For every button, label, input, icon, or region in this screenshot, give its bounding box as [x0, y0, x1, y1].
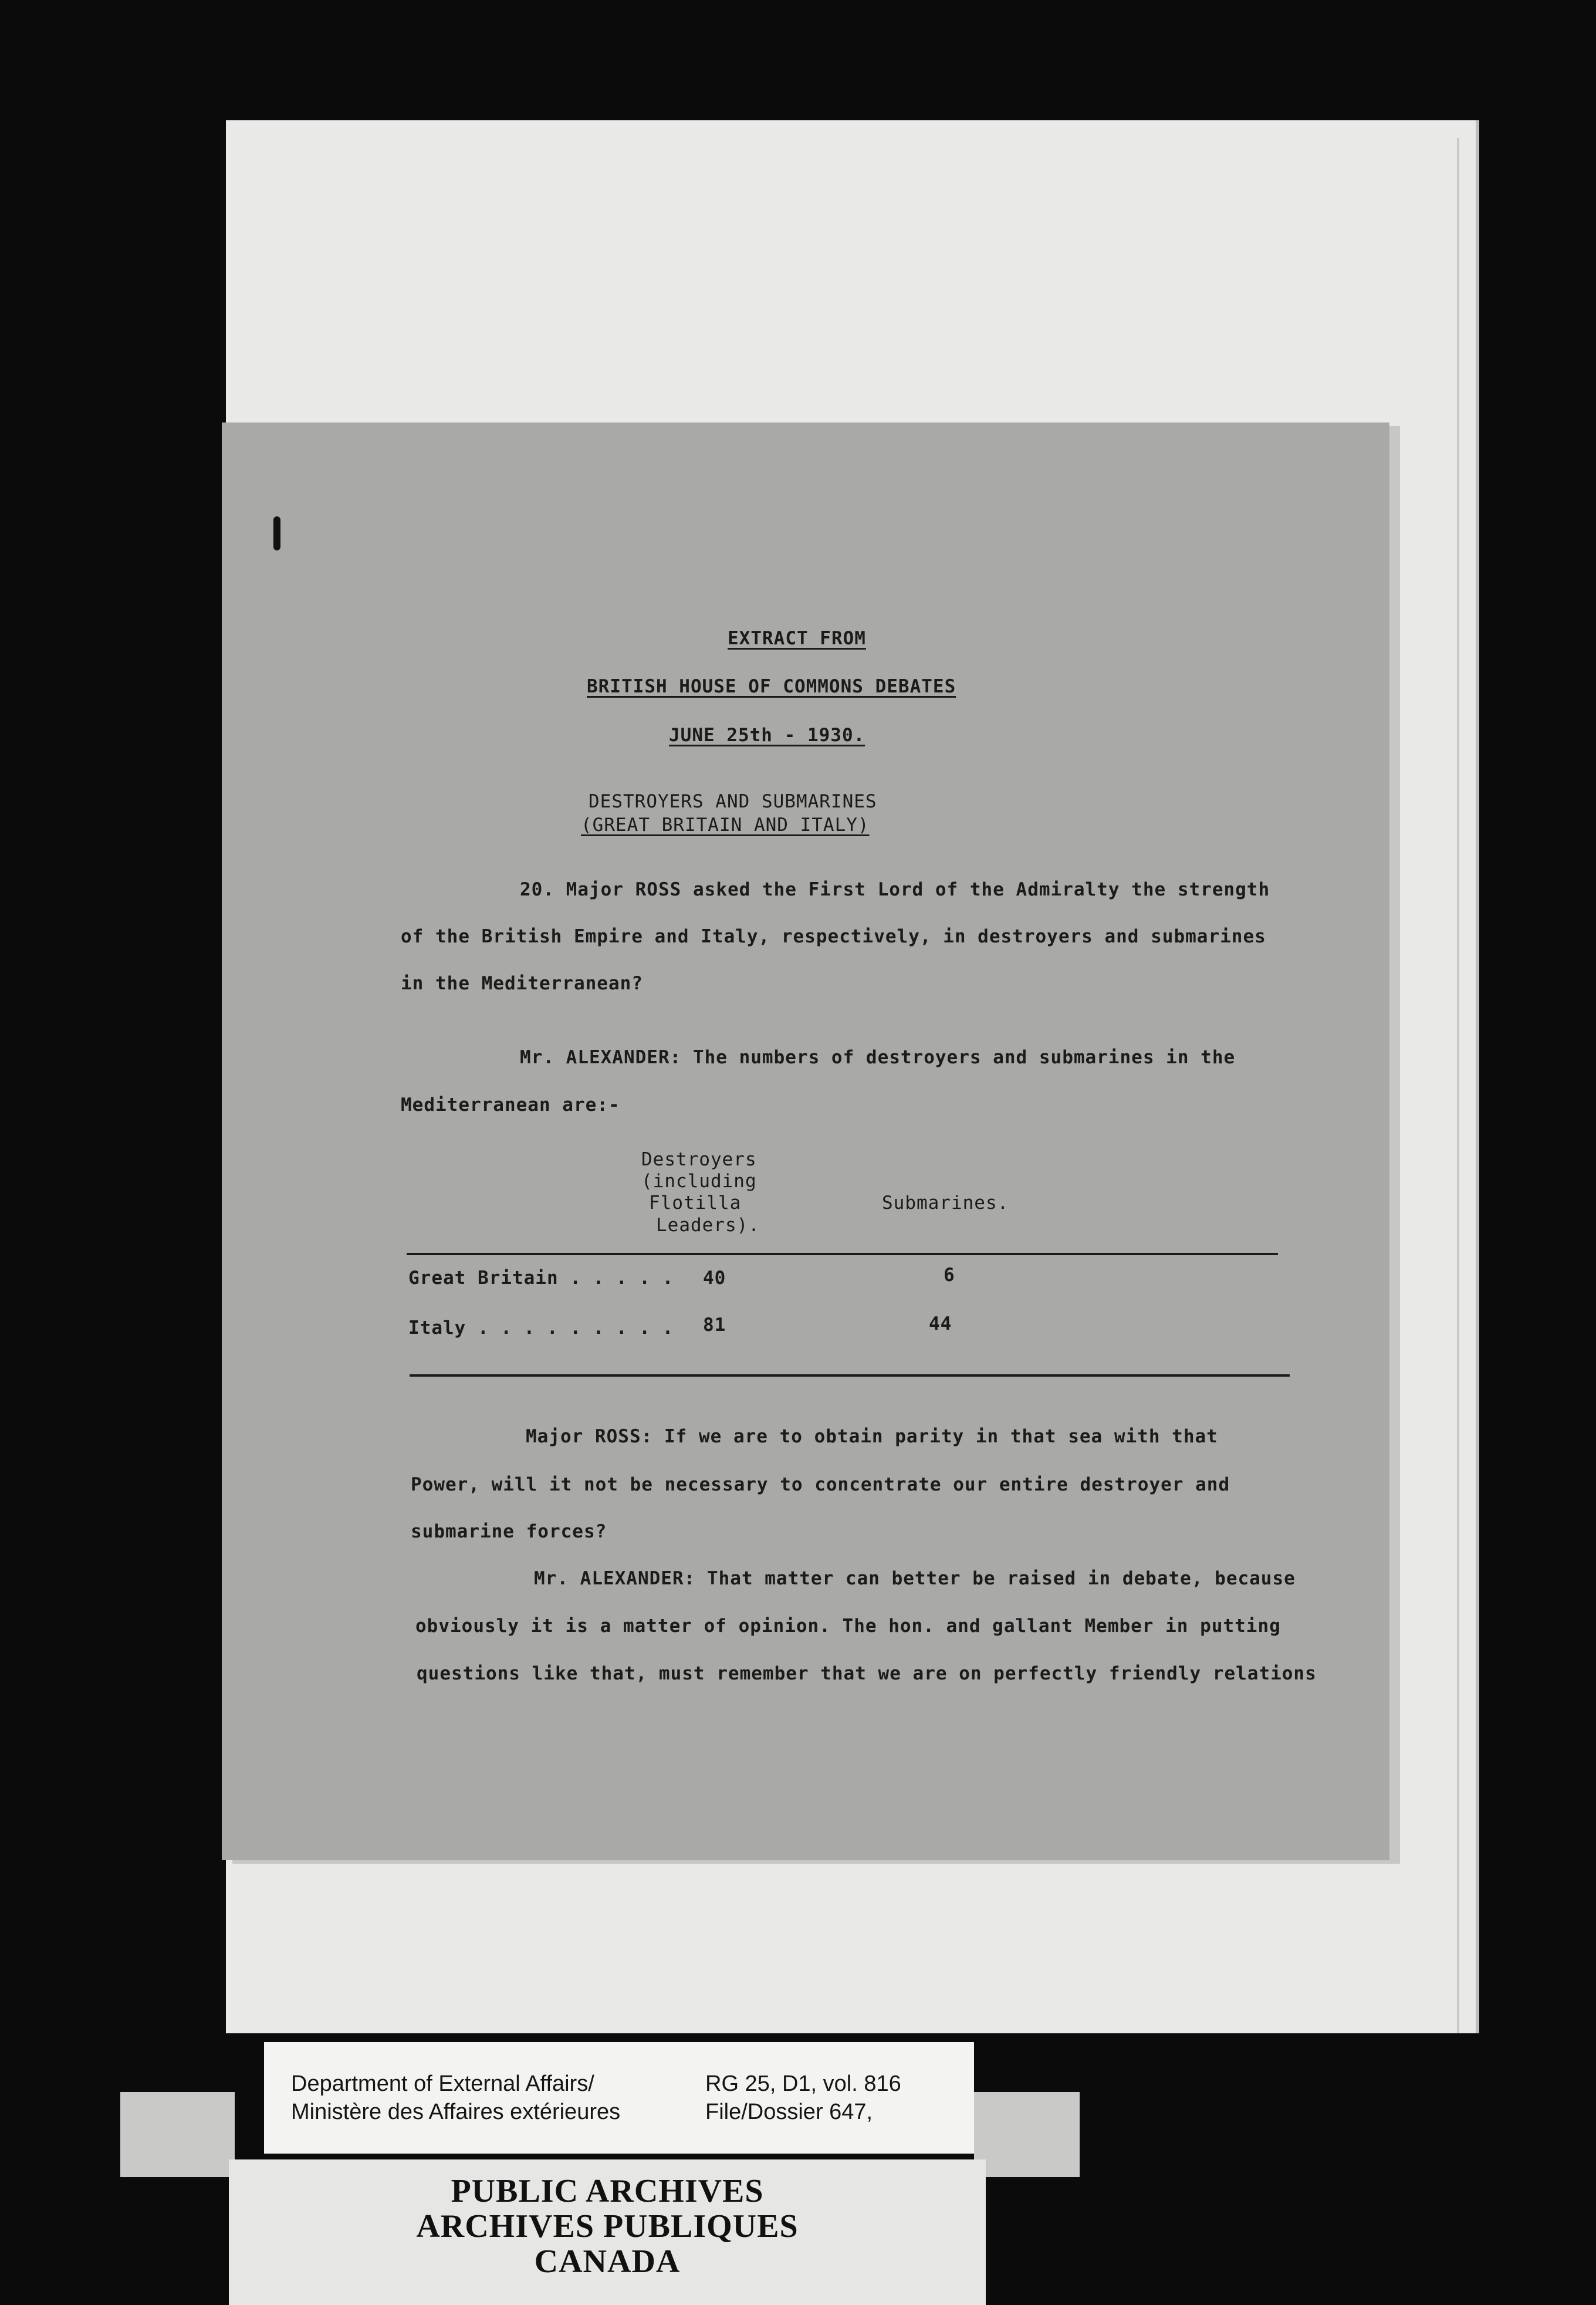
para1-line2: of the British Empire and Italy, respectively, in destroyers and submarines [401, 926, 1266, 947]
table-cell-submarines: 6 [944, 1265, 955, 1286]
folder-tab-left [120, 2092, 235, 2177]
table-col1-header-line1: Destroyers [641, 1149, 757, 1170]
table-cell-submarines: 44 [929, 1313, 952, 1334]
record-group-reference: RG 25, D1, vol. 816 [705, 2071, 901, 2096]
para3-line1: Major ROSS: If we are to obtain parity in that sea with that [526, 1426, 1218, 1447]
table-row-label: Great Britain . . . . . [408, 1268, 674, 1289]
para2-line2: Mediterranean are:- [401, 1094, 620, 1116]
para1-line1: 20. Major ROSS asked the First Lord of the Admiralty the strength [520, 879, 1270, 900]
para1-line3: in the Mediterranean? [401, 973, 643, 994]
folder-tab-right [974, 2092, 1080, 2177]
archive-reference-label [264, 2042, 974, 2154]
para3-line3: submarine forces? [411, 1521, 607, 1542]
para2-line1: Mr. ALEXANDER: The numbers of destroyers and submarines in the [520, 1047, 1236, 1068]
subheading-countries: (GREAT BRITAIN AND ITALY) [581, 814, 870, 836]
department-english: Department of External Affairs/ [291, 2071, 594, 2096]
stamp-line-archives-publiques: ARCHIVES PUBLIQUES [416, 2208, 799, 2245]
table-col1-header-line2: (including [641, 1171, 757, 1192]
department-french: Ministère des Affaires extérieures [291, 2100, 621, 2124]
public-archives-stamp [229, 2159, 986, 2305]
table-top-rule [407, 1253, 1278, 1255]
table-bottom-rule [410, 1374, 1290, 1377]
para4-line1: Mr. ALEXANDER: That matter can better be raised in debate, because [534, 1568, 1296, 1589]
table-row-label: Italy . . . . . . . . . [408, 1317, 674, 1339]
table-cell-destroyers: 81 [703, 1314, 726, 1336]
para3-line2: Power, will it not be necessary to concentrate our entire destroyer and [411, 1474, 1230, 1495]
typed-document [222, 423, 1389, 1860]
table-cell-destroyers: 40 [703, 1268, 726, 1289]
table-col1-header-line3: Flotilla [649, 1192, 742, 1214]
para4-line2: obviously it is a matter of opinion. The hon. and gallant Member in putting [415, 1615, 1281, 1637]
heading-debates: BRITISH HOUSE OF COMMONS DEBATES [587, 676, 956, 697]
stamp-line-canada: CANADA [534, 2243, 681, 2280]
heading-date: JUNE 25th - 1930. [669, 725, 865, 746]
table-col2-header: Submarines. [882, 1192, 1009, 1214]
heading-extract-from: EXTRACT FROM [728, 628, 866, 649]
para4-line3: questions like that, must remember that we are on perfectly friendly relations [417, 1663, 1317, 1684]
stamp-line-public-archives: PUBLIC ARCHIVES [451, 2173, 764, 2209]
file-dossier-reference: File/Dossier 647, [705, 2100, 873, 2124]
table-col1-header-line4: Leaders). [656, 1215, 760, 1236]
subheading-topic: DESTROYERS AND SUBMARINES [589, 791, 877, 812]
margin-mark [273, 516, 280, 550]
